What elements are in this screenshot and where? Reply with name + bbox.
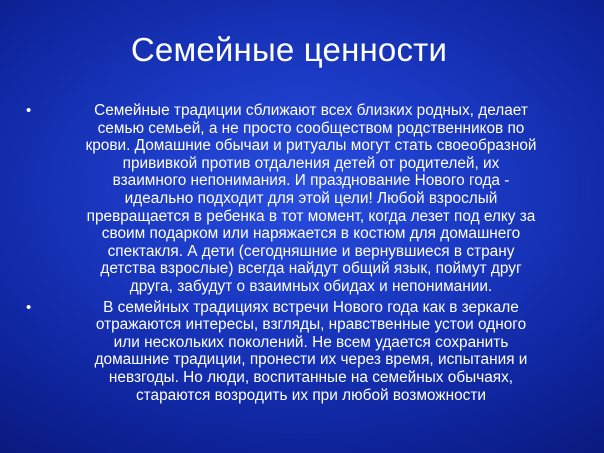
- text-line: Семейные традиции сближают всех близких родных, делает: [94, 102, 528, 119]
- text-line: спектакля. А дети (сегодняшние и вернувшиеся в страну: [107, 242, 515, 260]
- text-line: семью семьей, а не просто сообществом родственников по: [97, 119, 525, 137]
- bullet-paragraph-1: [22, 102, 582, 296]
- text-line: прививкой против отдаления детей от родителей, их: [122, 154, 500, 172]
- text-line: отражаются интересы, взгляды, нравственные устои одного: [95, 316, 527, 334]
- bullet-icon: •: [26, 102, 32, 119]
- text-line: идеально подходит для этой цели! Любой взрослый: [124, 189, 498, 207]
- text-line: стараются возродить их при любой возможности: [135, 386, 486, 404]
- bullet-icon: •: [26, 298, 32, 316]
- text-line: друга, забудут о взаимных обидах и непонимании.: [129, 277, 493, 295]
- text-line: своим подарком или наряжается в костюм для домашнего: [101, 225, 521, 243]
- text-line: крови. Домашние обычаи и ритуалы могут стать своеобразной: [85, 137, 537, 155]
- slide-title: Семейные ценности: [130, 31, 448, 68]
- text-line: превращается в ребенка в тот момент, когда лезет под елку за: [86, 207, 536, 225]
- text-line: домашние традиции, пронести их через время, испытания и: [94, 351, 528, 369]
- text-line: взаимного непонимания. И празднование Нового года -: [112, 172, 510, 190]
- text-line: невзгоды. Но люди, воспитанные на семейных обычаях,: [108, 368, 514, 386]
- slide-body: [22, 102, 582, 407]
- text-line: или нескольких поколений. Не всем удается сохранить: [113, 333, 509, 351]
- text-line: В семейных традициях встречи Нового года как в зеркале: [103, 298, 519, 316]
- text-line: детства взрослые) всегда найдут общий язык, поймут друг: [100, 260, 522, 278]
- bullet-paragraph-2: [22, 299, 582, 405]
